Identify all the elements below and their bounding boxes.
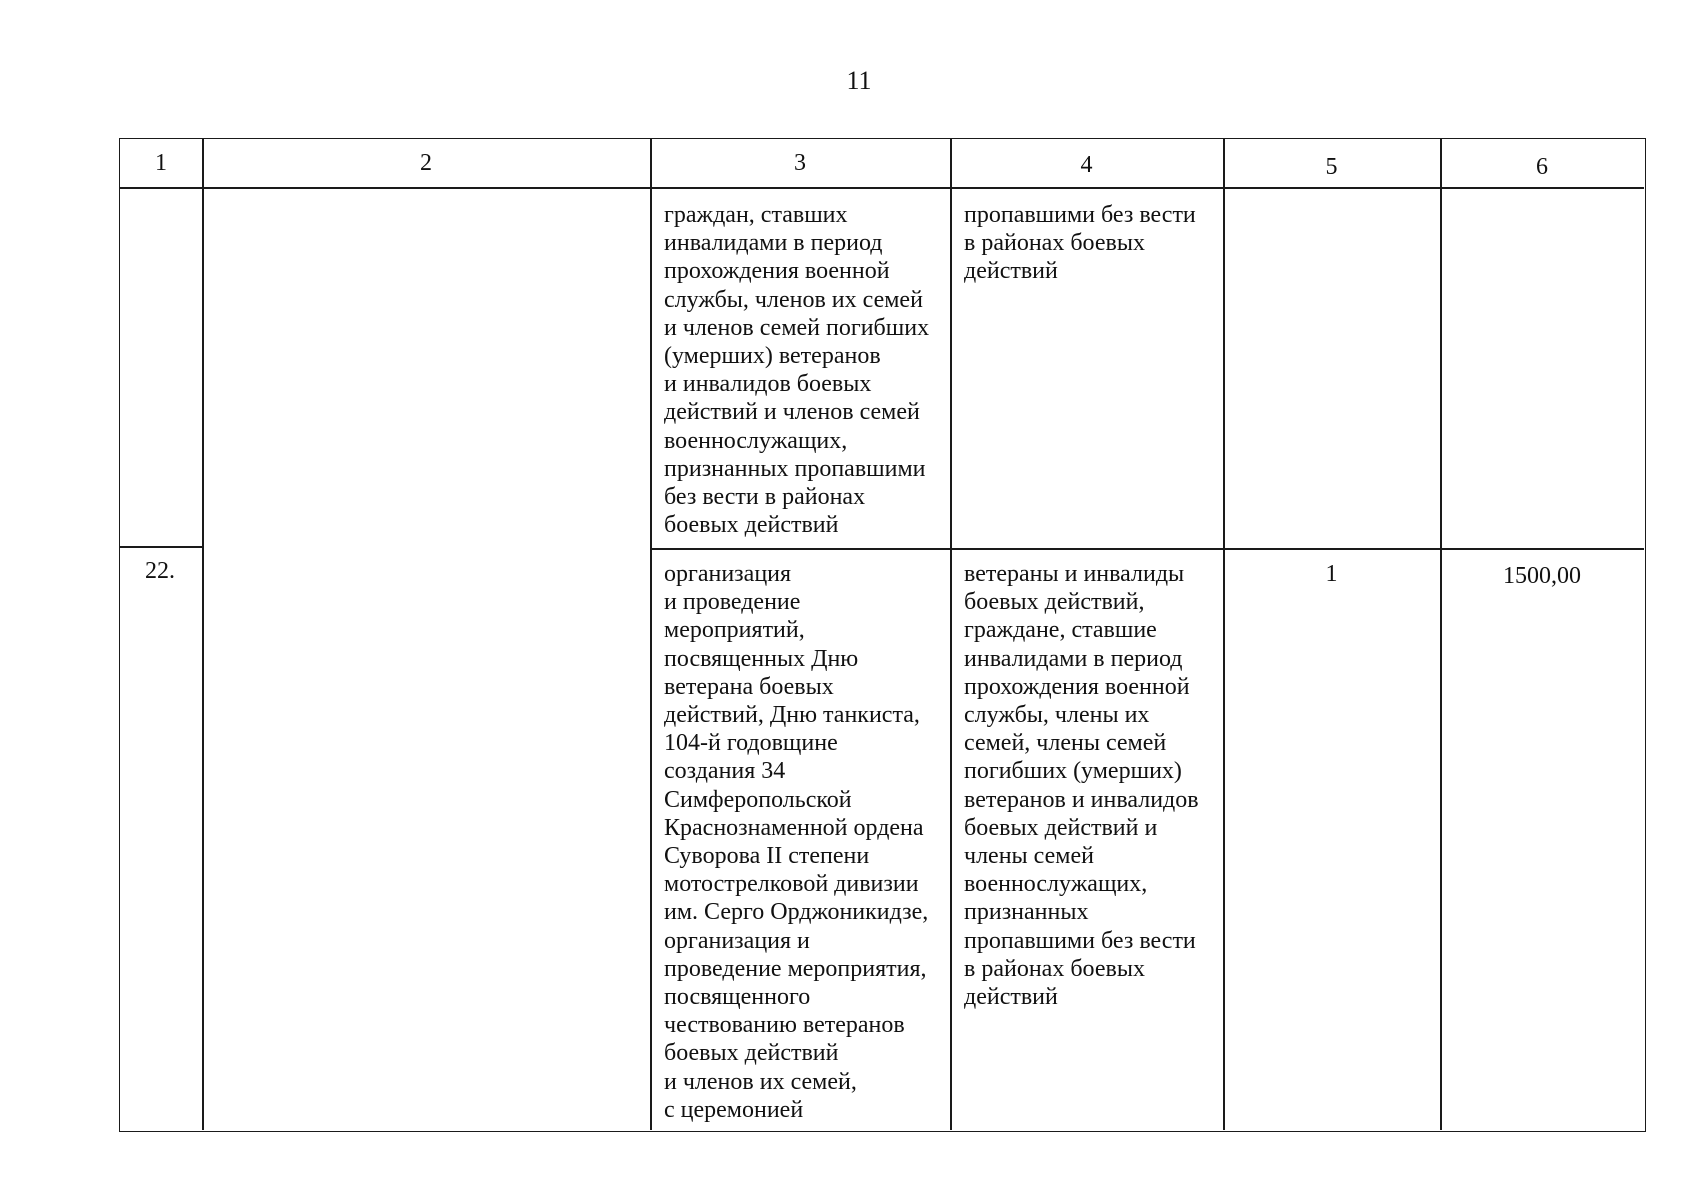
row-divider-col1 xyxy=(120,546,202,548)
row1-col4-text: пропавшими без вести в районах боевых действий xyxy=(964,202,1196,285)
header-col-2: 2 xyxy=(420,150,432,176)
row2-col4-text: ветераны и инвалиды боевых действий, граждане, ставшие инвалидами в период прохождения военной службы, члены их семей, члены семей погибших (умерших) ветеранов и инвалидов боевых действий и члены семей военнослужащих, признанных пропавшими без вести в районах боевых действий xyxy=(964,561,1199,1011)
header-col-4: 4 xyxy=(1080,152,1093,178)
col-divider-3 xyxy=(950,139,952,1130)
col-divider-4 xyxy=(1223,139,1225,1130)
col-divider-2 xyxy=(650,139,652,1130)
data-table xyxy=(119,138,1646,1132)
row2-number: 22. xyxy=(145,558,175,584)
header-col-1: 1 xyxy=(155,150,167,176)
header-bottom-line xyxy=(120,187,1644,189)
row2-col5-quantity: 1 xyxy=(1325,561,1338,587)
header-col-5: 5 xyxy=(1325,154,1338,180)
col-divider-1 xyxy=(202,139,204,1130)
row-divider-cols3-6 xyxy=(650,548,1644,550)
col-divider-5 xyxy=(1440,139,1442,1130)
row2-col6-amount: 1500,00 xyxy=(1503,563,1581,589)
row2-col3-text: организация и проведение мероприятий, посвященных Дню ветерана боевых действий, Дню танкиста, 104-й годовщине создания 34 Симферопольской Краснознаменной ордена Суворова II степени мотострелковой дивизии им. Серго Орджоникидзе, организация и проведение мероприятия, посвященного чествованию ветеранов боевых действий и членов их семей, с церемонией xyxy=(664,561,929,1123)
header-col-3: 3 xyxy=(794,150,806,176)
row1-col3-text: граждан, ставших инвалидами в период прохождения военной службы, членов их семей и членов семей погибших (умерших) ветеранов и инвалидов боевых действий и членов семей военнослужащих, признанных пропавшими без вести в районах боевых действий xyxy=(664,202,930,539)
page-number: 11 xyxy=(846,66,872,95)
header-col-6: 6 xyxy=(1536,154,1548,180)
